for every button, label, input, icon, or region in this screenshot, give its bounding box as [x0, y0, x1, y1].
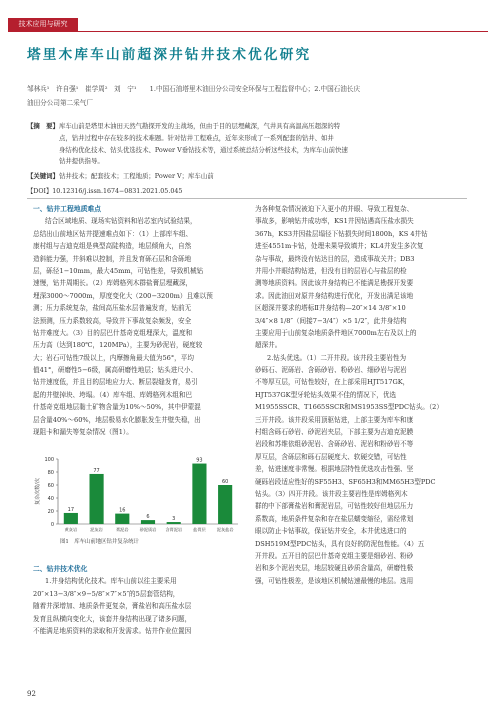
- right-column: [255, 203, 467, 587]
- body-line: HJT537GK型牙轮钻头效果不佳的情况下，优选: [255, 390, 397, 399]
- body-line: DSH519M型PDC钻头，具有良好的防泥包性能。（4）五: [255, 539, 425, 548]
- body-line: 岩和多个泥岩夹层，地层较硬且砂质含量高，研磨性极: [255, 564, 414, 573]
- complexity-bar-chart: [30, 455, 245, 537]
- body-line: 砂砾石、泥砾岩、含砾砂岩、粉砂岩、细砂岩与泥岩: [255, 366, 407, 375]
- body-line: 造斜能力强，井斜难以控制，并且发育砾石层和含砾地: [33, 254, 192, 263]
- body-line: 钻头。（3）四开井段。该井段主要岩性是库姆格列木: [255, 489, 408, 498]
- data-label: 77: [93, 467, 100, 474]
- body-line: 杂与事故，最终没有钻达目的层，造成事故关井；DB3: [255, 254, 415, 263]
- abstract: [27, 121, 467, 168]
- bar: [141, 520, 155, 524]
- body-line: 主要应用于山前复杂地质条件地区7000m左右及以上的: [255, 328, 417, 337]
- body-line: 超深井。: [255, 341, 282, 350]
- section-heading: 二、钻井技术优化: [33, 565, 88, 573]
- x-tick-label: 含膏泥岩: [165, 527, 183, 532]
- bar: [218, 485, 232, 524]
- x-tick-label: 膏泥岩: [115, 527, 129, 532]
- abstract-line: 点，钻井过程中存在较多的技术难题。针对钻井工程难点，近年来形成了一系列配套的钻井、如井: [59, 133, 334, 142]
- body-line: 强，可钻性极差，是该地区机械钻速最慢的地层。选用: [255, 576, 414, 585]
- y-tick-label: 100: [44, 457, 54, 463]
- header-rule: [8, 31, 488, 32]
- body-line: 区超深井要求的塔标Ⅱ井身结构—20″×14 3/8″×10: [255, 304, 406, 313]
- body-line: 测等地质资料。因此该井身结构已不能满足勘探开发要: [255, 279, 414, 288]
- body-line: 3/4″×8 1/8″（间接7−3/4″）×5 1/2″，此井身结构: [255, 316, 407, 325]
- abstract-line: 库车山前是塔里木油田天然气勘探开发的主战场，但由于目的层埋藏深，气井具有高温高压超深的特: [58, 122, 341, 130]
- y-tick-label: 80: [47, 470, 54, 476]
- bar: [115, 514, 129, 524]
- y-axis-label: 复杂次数/次: [35, 478, 41, 505]
- body-line: 康村组与吉迪克组是典型高陡构造，地层倾角大，自然: [33, 242, 192, 251]
- doi: 【DOI】10.12316/j.issn.1674−0831.2021.05.045: [27, 188, 183, 195]
- bar: [192, 464, 206, 524]
- body-line: 埋深3000～7000m，厚度变化大（200−3200m）且难以预: [33, 291, 213, 300]
- body-line: 结合区域地质、现场实钻资料和岩芯室内试验结果，: [45, 217, 197, 226]
- body-line: 为各种复杂情况被迫下入更小的并眼、导致工程复杂、: [255, 205, 414, 213]
- data-label: 6: [146, 514, 150, 521]
- body-line: 眼以防止卡钻事故，保证钻井安全，本井优选进口的: [255, 527, 407, 536]
- x-tick-label: 泥灰岩: [90, 527, 103, 532]
- body-line: 1.井身结构优化技术。库车山前以往主要采用: [45, 577, 177, 586]
- data-label: 17: [67, 506, 75, 513]
- body-line: 系数高，地质条件复杂和存在盐层蠕变缩径，需经常划: [255, 514, 414, 523]
- keywords-text: 钻井技术；配套技术；工程地质；Power V；库车山前: [58, 172, 214, 180]
- keywords-label: 【关键词】: [27, 172, 59, 180]
- bar: [90, 474, 104, 524]
- body-line: 起的井壁掉块、垮塌。（4）库车组、库姆格列木组和巴: [33, 390, 193, 399]
- body-line: 群的中下部膏盐岩和膏泥岩层，可钻性较好但地层压力: [255, 502, 414, 511]
- data-label: 16: [119, 507, 126, 514]
- left-column-lower: [33, 563, 243, 637]
- data-label: 3: [172, 516, 176, 523]
- body-line: 层含量40%～60%，地层极易水化膨胀发生井壁失稳，出: [33, 415, 201, 424]
- body-line: 岩段和苏维依组砂泥岩、含砾砂岩、泥岩和粉砂岩不等: [255, 440, 414, 449]
- y-tick-label: 20: [47, 509, 54, 515]
- abstract-label: 【摘 要】: [27, 122, 59, 130]
- body-line: 不能满足地质资料的录取和开发需求。钻井作业位置因: [33, 626, 192, 635]
- body-line: 速慢，钻井周期长。（2）库姆格列木群盐膏层埋藏深，: [33, 279, 193, 288]
- body-line: 2.钻头优选。（1）二开井段。该井段主要岩性为: [267, 353, 407, 362]
- figure-caption: 图1 库车山前地区钻井复杂统计: [60, 539, 139, 545]
- body-line: 厚互层，含砾层和砾石层硬度大、软硬交错，可钻性: [255, 452, 407, 461]
- x-tick-label: 砂泥质岩: [139, 527, 157, 532]
- body-line: 测；压力系统复杂，盐间高压盐水层普遍发育，钻前无: [33, 304, 192, 313]
- article-title: 塔里木库车山前超深井钻井技术优化研究: [27, 47, 312, 63]
- body-line: 现阻卡和漏失等复杂情况（图1）。: [33, 428, 133, 437]
- body-line: 法预测，压力系数较高，导致井下事故复杂频发，安全: [33, 316, 192, 325]
- body-line: 什基奇克组地层黏土矿物含量为10%～50%，其中伊蒙混: [33, 403, 201, 412]
- body-line: 钻井难度大。（3）目的层巴什基奇克组埋深大，温度和: [33, 328, 193, 337]
- body-line: 发育且纵横向变化大，该套井身结构出现了诸多问题，: [33, 614, 192, 623]
- body-line: 差，钻进速度非常慢。根据地层特性优选攻击性强、坚: [255, 465, 414, 474]
- body-line: 压力高（达到180℃，120MPa），主要为砂泥岩，硬度较: [33, 341, 203, 350]
- affiliation: 油田分公司第二采气厂: [27, 99, 93, 107]
- data-label: 60: [221, 479, 229, 485]
- body-line: 随着井深增加、地质条件更复杂，膏盐岩和高压盐水层: [33, 602, 192, 611]
- body-line: 事故多，影响钻井成功率，KS1井因钻遇高压盐水损失: [255, 217, 414, 226]
- body-line: 值41°，研磨性5−6级，属高研磨性地层；钻头进尺小、: [33, 366, 198, 375]
- body-line: 进至4551m卡钻，处理未果导致填井；KL4井发生多次复: [255, 242, 424, 251]
- body-line: 开井段。五开目的层巴什基奇克组主要是细砂岩、粉砂: [255, 551, 414, 560]
- body-line: 三开井段。该井段采用顶驱钻进，上部主要为库车和康: [255, 415, 414, 424]
- bar: [167, 522, 181, 524]
- y-tick-label: 60: [47, 483, 54, 489]
- section-tag: 技术应用与研究: [8, 18, 78, 31]
- data-label: 93: [196, 457, 203, 464]
- x-tick-label: 黄灰岩: [64, 527, 78, 532]
- body-line: 不等厚互层，可钻性较好，在上部采用HJT517GK，: [255, 378, 410, 387]
- y-tick-label: 0: [50, 522, 54, 528]
- abstract-line: 身结构优化技术、钻头优选技术、Power V垂钻技术等，通过系统总结分析这些技术，为库车山前快速: [59, 145, 348, 154]
- keywords: [27, 171, 214, 180]
- body-line: 钻井速度低，并且目的层地应力大、断层裂缝发育，易引: [33, 378, 198, 387]
- section-heading: 一、钻井工程地质难点: [33, 205, 101, 213]
- body-line: 井用小井眼结构钻进，但没有目的层岩心与盐层的检: [255, 266, 407, 275]
- body-line: 367h，KS3井因盐层塌径下钻损失时间1800h，KS 4井钻: [255, 229, 428, 238]
- body-line: M1955SSCR、T1665SSCR和MS1953SS型PDC钻头。（2）: [255, 403, 443, 412]
- abstract-rule: [27, 198, 467, 199]
- body-line: 20″×13−3/8″×9−5/8″×7″×5″的5层套管结构，: [33, 589, 180, 598]
- body-line: 求。因此油田对原井身结构进行优化，开发出满足该地: [255, 291, 414, 300]
- page-number: 92: [27, 690, 36, 698]
- left-column: [33, 203, 243, 438]
- abstract-line: 钻井提供指导。: [59, 157, 104, 166]
- bar: [64, 513, 78, 524]
- body-line: 大；岩石可钻性7级以上，内摩擦角最大值为56°，平均: [33, 353, 194, 362]
- body-line: 总结出山前地区钻井提速难点如下：（1）上部库车组、: [33, 229, 193, 238]
- y-tick-label: 40: [47, 496, 54, 502]
- body-line: 村组含砾石砂岩、砂泥岩夹层，下部主要为吉迪克泥膜: [255, 428, 414, 437]
- body-line: 层，砾径1−10mm，最大45mm，可钻性差，导致机械钻: [33, 266, 204, 275]
- body-line: 硬砾岩段适应性好的SF55H3、SF65H3和MM65H3型PDC: [255, 477, 436, 486]
- authors: 邹林兵¹ 许自强¹ 崔学周² 刘 宁¹ 1.中国石油塔里木油田分公司安全环保与工程监督中心；2.中国石油长庆: [27, 85, 361, 93]
- x-tick-label: 盐膏层: [193, 527, 206, 532]
- x-tick-label: 泥灰盐岩: [216, 527, 234, 532]
